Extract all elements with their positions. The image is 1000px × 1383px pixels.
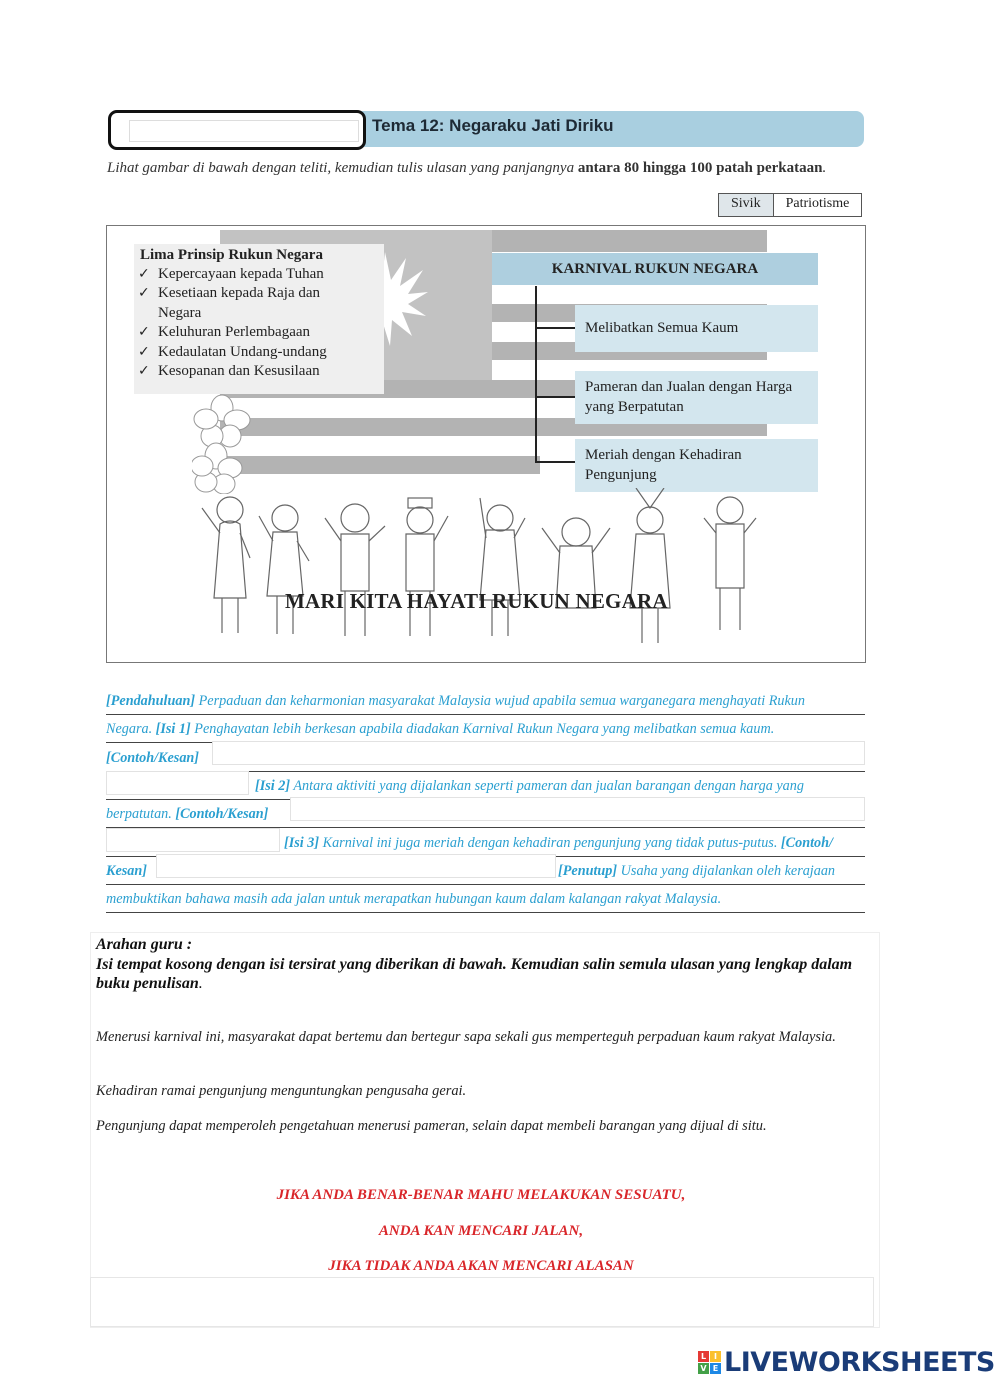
check-icon: ✓ — [138, 324, 150, 341]
quote-line: JIKA ANDA BENAR-BENAR MAHU MELAKUKAN SESUATU, — [276, 1187, 686, 1203]
liveworksheets-logo: L I V E LIVEWORKSHEETS — [698, 1347, 995, 1378]
list-item: ✓ Kesetiaan kepada Raja dan — [138, 284, 327, 303]
answer-blank-3[interactable] — [156, 854, 556, 878]
list-item: ✓ Kedaulatan Undang-undang — [138, 343, 327, 362]
answer-blank-1b[interactable] — [106, 771, 249, 795]
teacher-heading: Arahan guru : — [96, 936, 193, 953]
connector-line — [535, 327, 575, 329]
essay-line: berpatutan. [Contoh/Kesan] — [106, 799, 865, 828]
name-input[interactable] — [129, 120, 359, 142]
karnival-title: KARNIVAL RUKUN NEGARA — [492, 253, 818, 285]
answer-blank-2[interactable] — [290, 797, 865, 821]
connector-line — [535, 286, 537, 463]
hibiscus-icon — [192, 394, 252, 494]
list-item: Negara — [158, 304, 202, 321]
connector-line — [535, 396, 575, 398]
check-icon: ✓ — [138, 363, 150, 380]
theme-title: Tema 12: Negaraku Jati Diriku — [372, 116, 614, 135]
isi-tersirat: Kehadiran ramai pengunjung menguntungkan pengusaha gerai. — [96, 1083, 467, 1099]
connector-line — [535, 461, 575, 463]
prinsip-list — [138, 265, 327, 381]
answer-blank-1[interactable] — [212, 741, 865, 765]
karnival-point: Pameran dan Jualan dengan Harga yang Berpatutan — [575, 371, 818, 424]
check-icon: ✓ — [138, 343, 150, 360]
teacher-instructions: Arahan guru : Isi tempat kosong dengan isi tersirat yang diberikan di bawah. Kemudian salin semula ulasan yang lengkap dalam buku penulisan. — [96, 935, 866, 994]
essay-line: membuktikan bahawa masih ada jalan untuk merapatkan hubungan kaum dalam kalangan rakyat Malaysia. — [106, 884, 865, 913]
karnival-point: Meriah dengan Kehadiran Pengunjung — [575, 439, 818, 492]
answer-blank-2b[interactable] — [106, 828, 280, 852]
prinsip-panel — [134, 244, 384, 394]
flag-stripe — [220, 456, 540, 474]
essay-line: [Pendahuluan] Perpaduan dan keharmonian masyarakat Malaysia wujud apabila semua warganegara menghayati Rukun — [106, 686, 865, 715]
prinsip-title: Lima Prinsip Rukun Negara — [140, 247, 323, 263]
flag-stripe — [492, 230, 767, 252]
instruction-text: Lihat gambar di bawah dengan teliti, kemudian tulis ulasan yang panjangnya antara 80 hingga 100 patah perkataan. — [107, 160, 827, 176]
list-item: ✓ Kepercayaan kepada Tuhan — [138, 265, 327, 284]
isi-tersirat: Menerusi karnival ini, masyarakat dapat bertemu dan bertegur sapa sekali gus memperteguh perpaduan kaum rakyat Malaysia. — [96, 1029, 836, 1045]
children-illustration — [190, 488, 790, 658]
name-field-frame — [108, 110, 366, 150]
quote-line: JIKA TIDAK ANDA AKAN MENCARI ALASAN — [328, 1258, 634, 1274]
essay-line: Kesan] [Penutup] Usaha yang dijalankan oleh kerajaan — [106, 856, 865, 885]
tag-patriotisme: Patriotisme — [785, 196, 850, 211]
slogan: MARI KITA HAYATI RUKUN NEGARA — [285, 589, 668, 613]
topic-tags — [718, 193, 862, 217]
essay-line: Negara. [Isi 1] Penghayatan lebih berkesan apabila diadakan Karnival Rukun Negara yang melibatkan semua kaum. — [106, 714, 865, 743]
karnival-point: Melibatkan Semua Kaum — [575, 305, 818, 352]
isi-tersirat: Pengunjung dapat memperoleh pengetahuan menerusi pameran, selain dapat membeli barangan yang dijual di situ. — [96, 1118, 767, 1134]
check-icon: ✓ — [138, 266, 150, 282]
check-icon: ✓ — [138, 285, 150, 302]
logo-mark-icon: L I V E — [698, 1351, 721, 1374]
empty-panel — [90, 1277, 874, 1327]
list-item: ✓ Keluhuran Perlembagaan — [138, 323, 327, 342]
essay-line: [Isi 2] Antara aktiviti yang dijalankan seperti pameran dan jualan barangan dengan harga yang — [106, 771, 865, 800]
essay-line: [Isi 3] Karnival ini juga meriah dengan kehadiran pengunjung yang tidak putus-putus. [Contoh/ — [106, 828, 865, 857]
tag-sivik: Sivik — [719, 194, 774, 216]
list-item: ✓ Kesopanan dan Kesusilaan — [138, 362, 327, 381]
quote-line: ANDA KAN MENCARI JALAN, — [378, 1223, 584, 1239]
essay-line: [Contoh/Kesan] — [106, 743, 865, 772]
